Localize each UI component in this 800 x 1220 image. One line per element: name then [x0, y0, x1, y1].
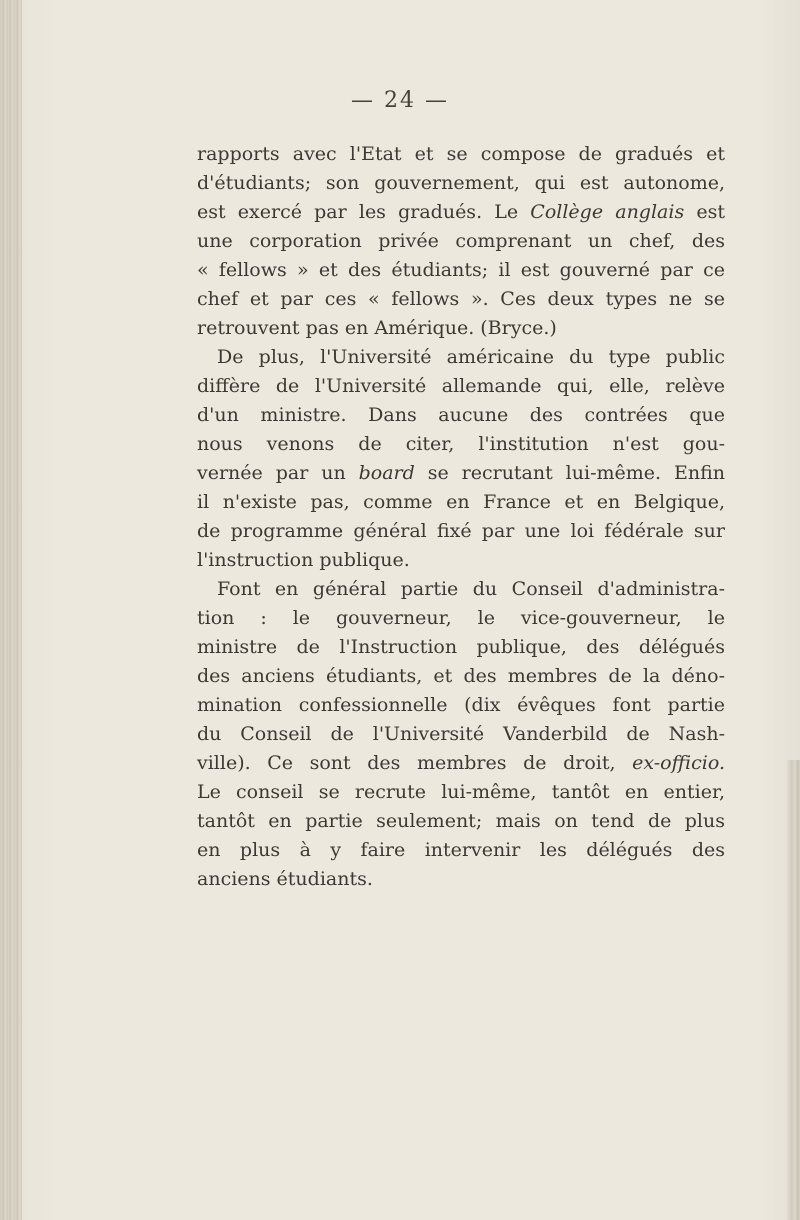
text-line: il n'existe pas, comme en France et en Belgique, [197, 491, 725, 513]
paragraph [197, 140, 725, 343]
text-line: une corporation privée comprenant un chef, des [197, 230, 725, 252]
text-line: est exercé par les gradués. Le Collège anglais est [197, 201, 725, 223]
text-line: du Conseil de l'Université Vanderbild de Nash- [197, 723, 725, 745]
text-line: De plus, l'Université américaine du type public [217, 346, 725, 368]
italic-term: ex-officio. [632, 752, 725, 774]
italic-term: board [358, 462, 415, 484]
text-line: l'instruction publique. [197, 549, 410, 571]
text-line: vernée par un board se recrutant lui-même. Enfin [197, 462, 725, 484]
text-line: « fellows » et des étudiants; il est gouverné par ce [197, 259, 725, 281]
paragraph [197, 343, 725, 575]
text-line: tion : le gouverneur, le vice-gouverneur, le [197, 607, 725, 629]
text-line: d'un ministre. Dans aucune des contrées que [197, 404, 725, 426]
text-line: mination confessionnelle (dix évêques font partie [197, 694, 725, 716]
text-line: Font en général partie du Conseil d'administra- [217, 578, 725, 600]
text-line: rapports avec l'Etat et se compose de gradués et [197, 143, 725, 165]
body-text [197, 140, 725, 894]
text-line: ville). Ce sont des membres de droit, ex-officio. [197, 752, 725, 774]
text-line: anciens étudiants. [197, 868, 373, 890]
text-line: chef et par ces « fellows ». Ces deux types ne se [197, 288, 725, 310]
text-line: des anciens étudiants, et des membres de la déno- [197, 665, 725, 687]
text-line: de programme général fixé par une loi fédérale sur [197, 520, 725, 542]
text-line: tantôt en partie seulement; mais on tend de plus [197, 810, 725, 832]
text-line: nous venons de citer, l'institution n'est gou- [197, 433, 725, 455]
italic-term: Collège anglais [530, 201, 685, 223]
text-line: ministre de l'Instruction publique, des délégués [197, 636, 725, 658]
text-line: d'étudiants; son gouvernement, qui est autonome, [197, 172, 725, 194]
text-line: retrouvent pas en Amérique. (Bryce.) [197, 317, 557, 339]
page-binding-edge-left [0, 0, 22, 1220]
text-line: diffère de l'Université allemande qui, elle, relève [197, 375, 725, 397]
text-line: en plus à y faire intervenir les délégués des [197, 839, 725, 861]
paragraph [197, 575, 725, 894]
text-line: Le conseil se recrute lui-même, tantôt en entier, [197, 781, 725, 803]
page-number: — 24 — [351, 88, 449, 113]
page-binding-edge-right [786, 760, 800, 1220]
